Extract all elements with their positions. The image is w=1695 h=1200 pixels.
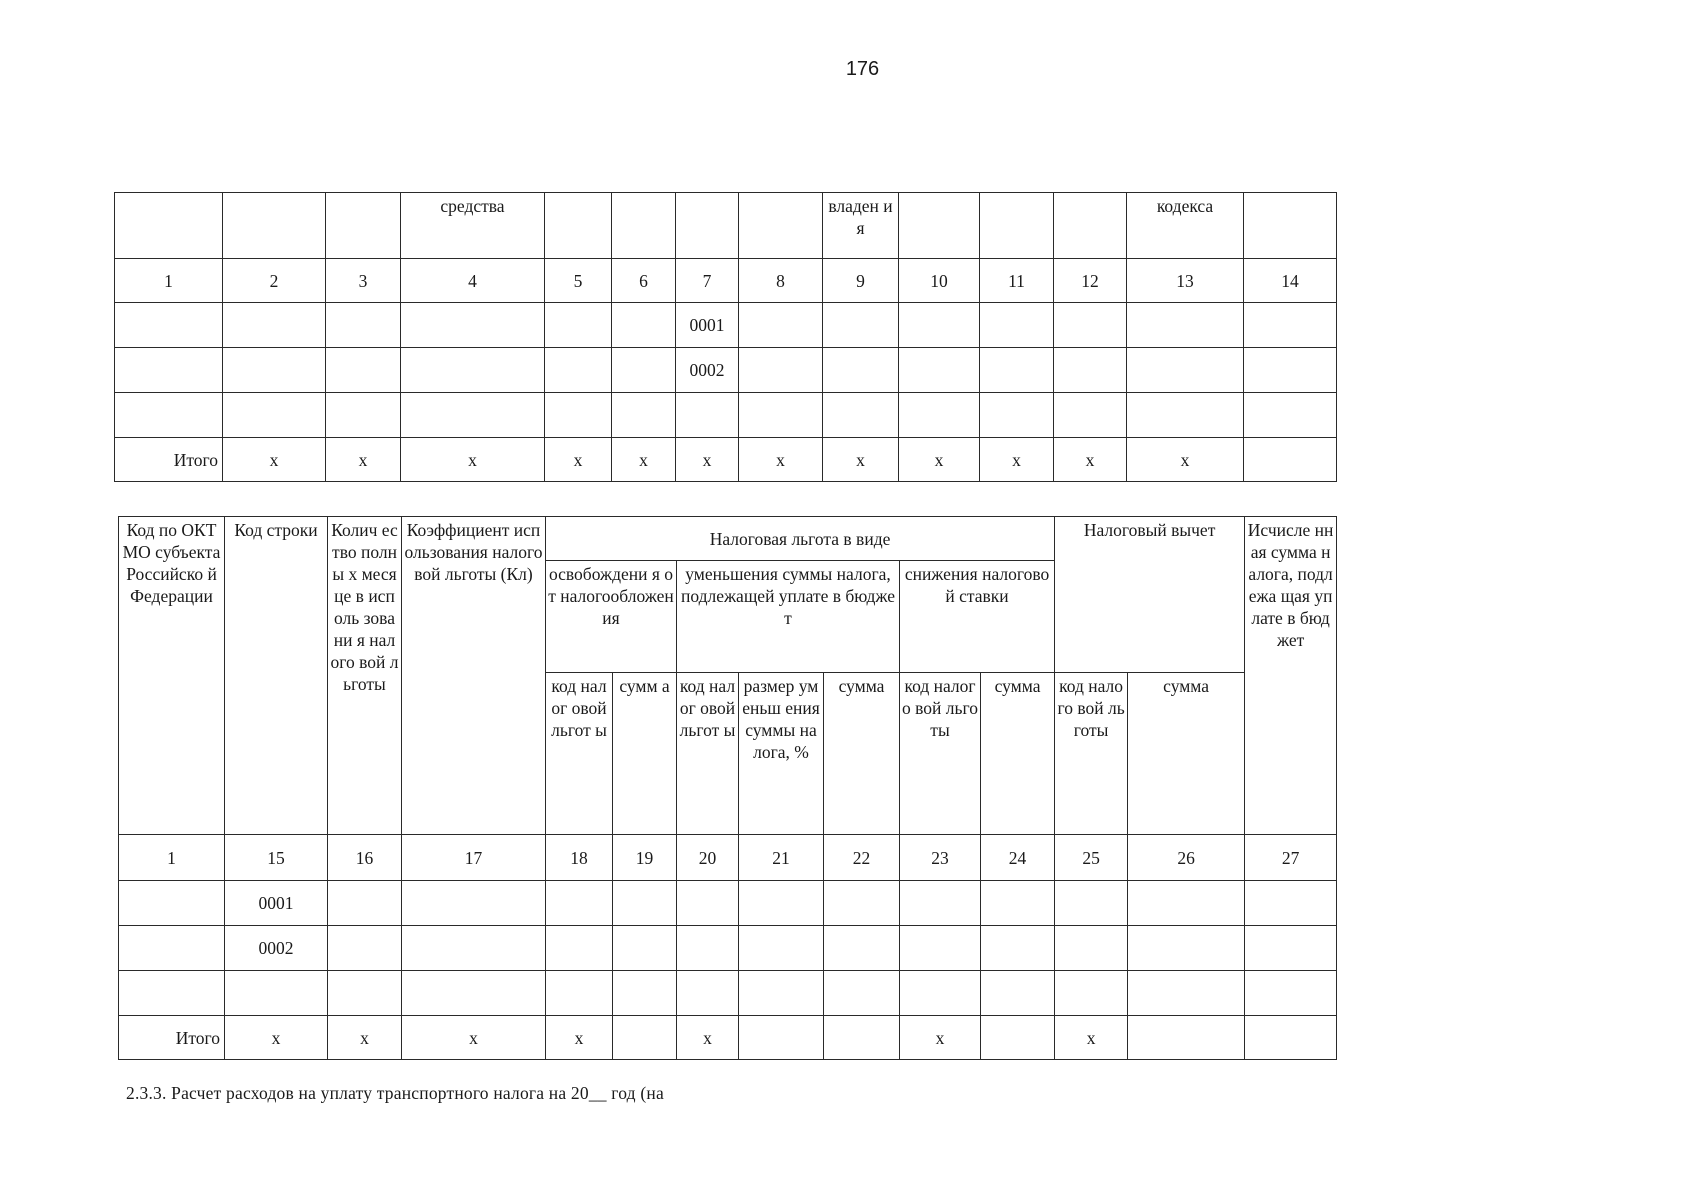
total-mark: x [326, 438, 401, 482]
top-header-cell [223, 193, 326, 259]
top-header-cell [115, 193, 223, 259]
data-cell [1127, 348, 1244, 393]
column-number: 9 [823, 259, 899, 303]
total-mark: x [676, 438, 739, 482]
data-cell [980, 303, 1054, 348]
total-mark: x [1055, 1016, 1128, 1060]
total-mark: x [980, 438, 1054, 482]
data-cell [739, 303, 823, 348]
data-cell [402, 926, 546, 971]
table-row [115, 303, 1337, 348]
row-code [225, 971, 328, 1016]
data-cell [980, 348, 1054, 393]
top-header-cell: владен ия [823, 193, 899, 259]
data-cell [1245, 881, 1337, 926]
column-number: 23 [900, 835, 981, 881]
column-number: 24 [981, 835, 1055, 881]
total-mark: x [225, 1016, 328, 1060]
data-cell [981, 881, 1055, 926]
top-header-cell [739, 193, 823, 259]
header-sub-code: код налог овой льгот ы [677, 673, 739, 835]
header-rate-cut: снижения налоговой ставки [900, 561, 1055, 673]
top-header-cell [1054, 193, 1127, 259]
data-cell [401, 348, 545, 393]
data-cell [1054, 393, 1127, 438]
data-cell [824, 926, 900, 971]
data-cell [1245, 971, 1337, 1016]
table-row [115, 348, 1337, 393]
header-sub-code: код налого вой льготы [900, 673, 981, 835]
top-number-row [115, 259, 1337, 303]
data-cell [401, 393, 545, 438]
data-cell [900, 926, 981, 971]
total-mark: x [900, 1016, 981, 1060]
row-code: 0002 [225, 926, 328, 971]
column-number: 20 [677, 835, 739, 881]
total-mark: x [402, 1016, 546, 1060]
data-cell [613, 971, 677, 1016]
column-number: 10 [899, 259, 980, 303]
section-caption: 2.3.3. Расчет расходов на уплату транспортного налога на 20__ год (на [126, 1083, 664, 1103]
column-number: 22 [824, 835, 900, 881]
column-number: 3 [326, 259, 401, 303]
header-deduction: Налоговый вычет [1055, 517, 1245, 673]
page-number: 176 [845, 58, 880, 80]
data-cell [1245, 926, 1337, 971]
data-cell [119, 971, 225, 1016]
total-mark [739, 1016, 824, 1060]
total-mark [613, 1016, 677, 1060]
total-mark: x [739, 438, 823, 482]
data-cell [739, 393, 823, 438]
data-cell [823, 348, 899, 393]
total-mark: x [1054, 438, 1127, 482]
top-header-cell [980, 193, 1054, 259]
total-mark: x [823, 438, 899, 482]
data-cell [402, 881, 546, 926]
data-cell [223, 393, 326, 438]
data-cell [115, 393, 223, 438]
data-cell [823, 303, 899, 348]
top-header-cell: кодекса [1127, 193, 1244, 259]
data-cell [613, 881, 677, 926]
column-number: 17 [402, 835, 546, 881]
data-cell [119, 881, 225, 926]
data-cell [402, 971, 546, 1016]
column-number: 13 [1127, 259, 1244, 303]
data-cell [824, 971, 900, 1016]
top-header-row [115, 193, 1337, 259]
data-cell [900, 881, 981, 926]
data-cell [328, 881, 402, 926]
data-cell [980, 393, 1054, 438]
header-sub-sum: сумма [1128, 673, 1245, 835]
top-header-cell [326, 193, 401, 259]
data-cell [115, 303, 223, 348]
total-mark: x [545, 438, 612, 482]
column-number: 12 [1054, 259, 1127, 303]
data-cell [612, 348, 676, 393]
top-header-cell [899, 193, 980, 259]
data-cell [545, 348, 612, 393]
table-row [119, 971, 1337, 1016]
row-code: 0002 [676, 348, 739, 393]
data-cell [1128, 881, 1245, 926]
data-cell [677, 971, 739, 1016]
data-cell [119, 926, 225, 971]
data-cell [546, 926, 613, 971]
data-cell [900, 971, 981, 1016]
header-sub-sum: сумм а [613, 673, 677, 835]
header-sub-sum: сумма [981, 673, 1055, 835]
data-cell [739, 881, 824, 926]
data-cell [1244, 303, 1337, 348]
header-coefficient: Коэффициент использования налоговой льготы (Кл) [402, 517, 546, 835]
data-cell [613, 926, 677, 971]
header-sub-sum: сумма [824, 673, 900, 835]
data-cell [739, 348, 823, 393]
header-sub-code: код налог овой льгот ы [546, 673, 613, 835]
bottom-number-row [119, 835, 1337, 881]
total-row [115, 438, 1337, 482]
data-cell [739, 926, 824, 971]
table-row [119, 881, 1337, 926]
column-number: 7 [676, 259, 739, 303]
header-line-code: Код строки [225, 517, 328, 835]
data-cell [823, 393, 899, 438]
total-mark [1245, 1016, 1337, 1060]
data-cell [1128, 926, 1245, 971]
column-number: 1 [119, 835, 225, 881]
data-cell [328, 971, 402, 1016]
total-mark: x [328, 1016, 402, 1060]
row-code [676, 393, 739, 438]
data-cell [545, 393, 612, 438]
data-cell [546, 881, 613, 926]
total-mark: x [1127, 438, 1244, 482]
bottom-header-row-1 [119, 517, 1337, 561]
table-row [119, 926, 1337, 971]
total-mark [1244, 438, 1337, 482]
data-cell [739, 971, 824, 1016]
data-cell [1054, 303, 1127, 348]
column-number: 15 [225, 835, 328, 881]
data-cell [981, 926, 1055, 971]
total-mark [1128, 1016, 1245, 1060]
top-header-cell [545, 193, 612, 259]
column-number: 6 [612, 259, 676, 303]
data-cell [546, 971, 613, 1016]
data-cell [1127, 393, 1244, 438]
column-number: 14 [1244, 259, 1337, 303]
data-cell [326, 303, 401, 348]
data-cell [899, 393, 980, 438]
data-cell [899, 303, 980, 348]
column-number: 18 [546, 835, 613, 881]
data-cell [401, 303, 545, 348]
header-oktmo: Код по ОКТМО субъекта Российско й Федерации [119, 517, 225, 835]
header-sub-size: размер уменьш ения суммы налога, % [739, 673, 824, 835]
top-header-cell [676, 193, 739, 259]
column-number: 19 [613, 835, 677, 881]
top-header-cell [612, 193, 676, 259]
header-benefit-group: Налоговая льгота в виде [546, 517, 1055, 561]
data-cell [326, 393, 401, 438]
header-sub-code: код налого вой льготы [1055, 673, 1128, 835]
top-header-cell: средства [401, 193, 545, 259]
column-number: 25 [1055, 835, 1128, 881]
data-cell [899, 348, 980, 393]
data-cell [677, 926, 739, 971]
row-code: 0001 [225, 881, 328, 926]
total-row [119, 1016, 1337, 1060]
header-reduction: уменьшения суммы налога, подлежащей уплате в бюджет [677, 561, 900, 673]
column-number: 1 [115, 259, 223, 303]
total-label: Итого [119, 1016, 225, 1060]
data-cell [612, 303, 676, 348]
data-cell [612, 393, 676, 438]
data-cell [326, 348, 401, 393]
total-mark: x [899, 438, 980, 482]
data-cell [1128, 971, 1245, 1016]
total-mark [824, 1016, 900, 1060]
data-cell [677, 881, 739, 926]
data-cell [223, 303, 326, 348]
data-cell [1244, 348, 1337, 393]
column-number: 8 [739, 259, 823, 303]
header-exemption: освобождени я от налогообложения [546, 561, 677, 673]
data-cell [1055, 881, 1128, 926]
top-table [114, 192, 1337, 482]
data-cell [1055, 926, 1128, 971]
column-number: 2 [223, 259, 326, 303]
total-label: Итого [115, 438, 223, 482]
data-cell [1055, 971, 1128, 1016]
column-number: 5 [545, 259, 612, 303]
column-number: 16 [328, 835, 402, 881]
bottom-table [118, 516, 1337, 1060]
data-cell [981, 971, 1055, 1016]
total-mark: x [612, 438, 676, 482]
data-cell [1244, 393, 1337, 438]
data-cell [115, 348, 223, 393]
header-computed: Исчисле нная сумма налога, подлежа щая уплате в бюджет [1245, 517, 1337, 835]
total-mark: x [401, 438, 545, 482]
data-cell [223, 348, 326, 393]
row-code: 0001 [676, 303, 739, 348]
table-row [115, 393, 1337, 438]
total-mark: x [223, 438, 326, 482]
data-cell [328, 926, 402, 971]
data-cell [1127, 303, 1244, 348]
column-number: 27 [1245, 835, 1337, 881]
data-cell [545, 303, 612, 348]
column-number: 11 [980, 259, 1054, 303]
total-mark [981, 1016, 1055, 1060]
column-number: 26 [1128, 835, 1245, 881]
data-cell [1054, 348, 1127, 393]
header-months: Колич ество полны х месяце в исполь зовани я налого вой льготы [328, 517, 402, 835]
total-mark: x [677, 1016, 739, 1060]
data-cell [824, 881, 900, 926]
column-number: 4 [401, 259, 545, 303]
column-number: 21 [739, 835, 824, 881]
top-header-cell [1244, 193, 1337, 259]
total-mark: x [546, 1016, 613, 1060]
